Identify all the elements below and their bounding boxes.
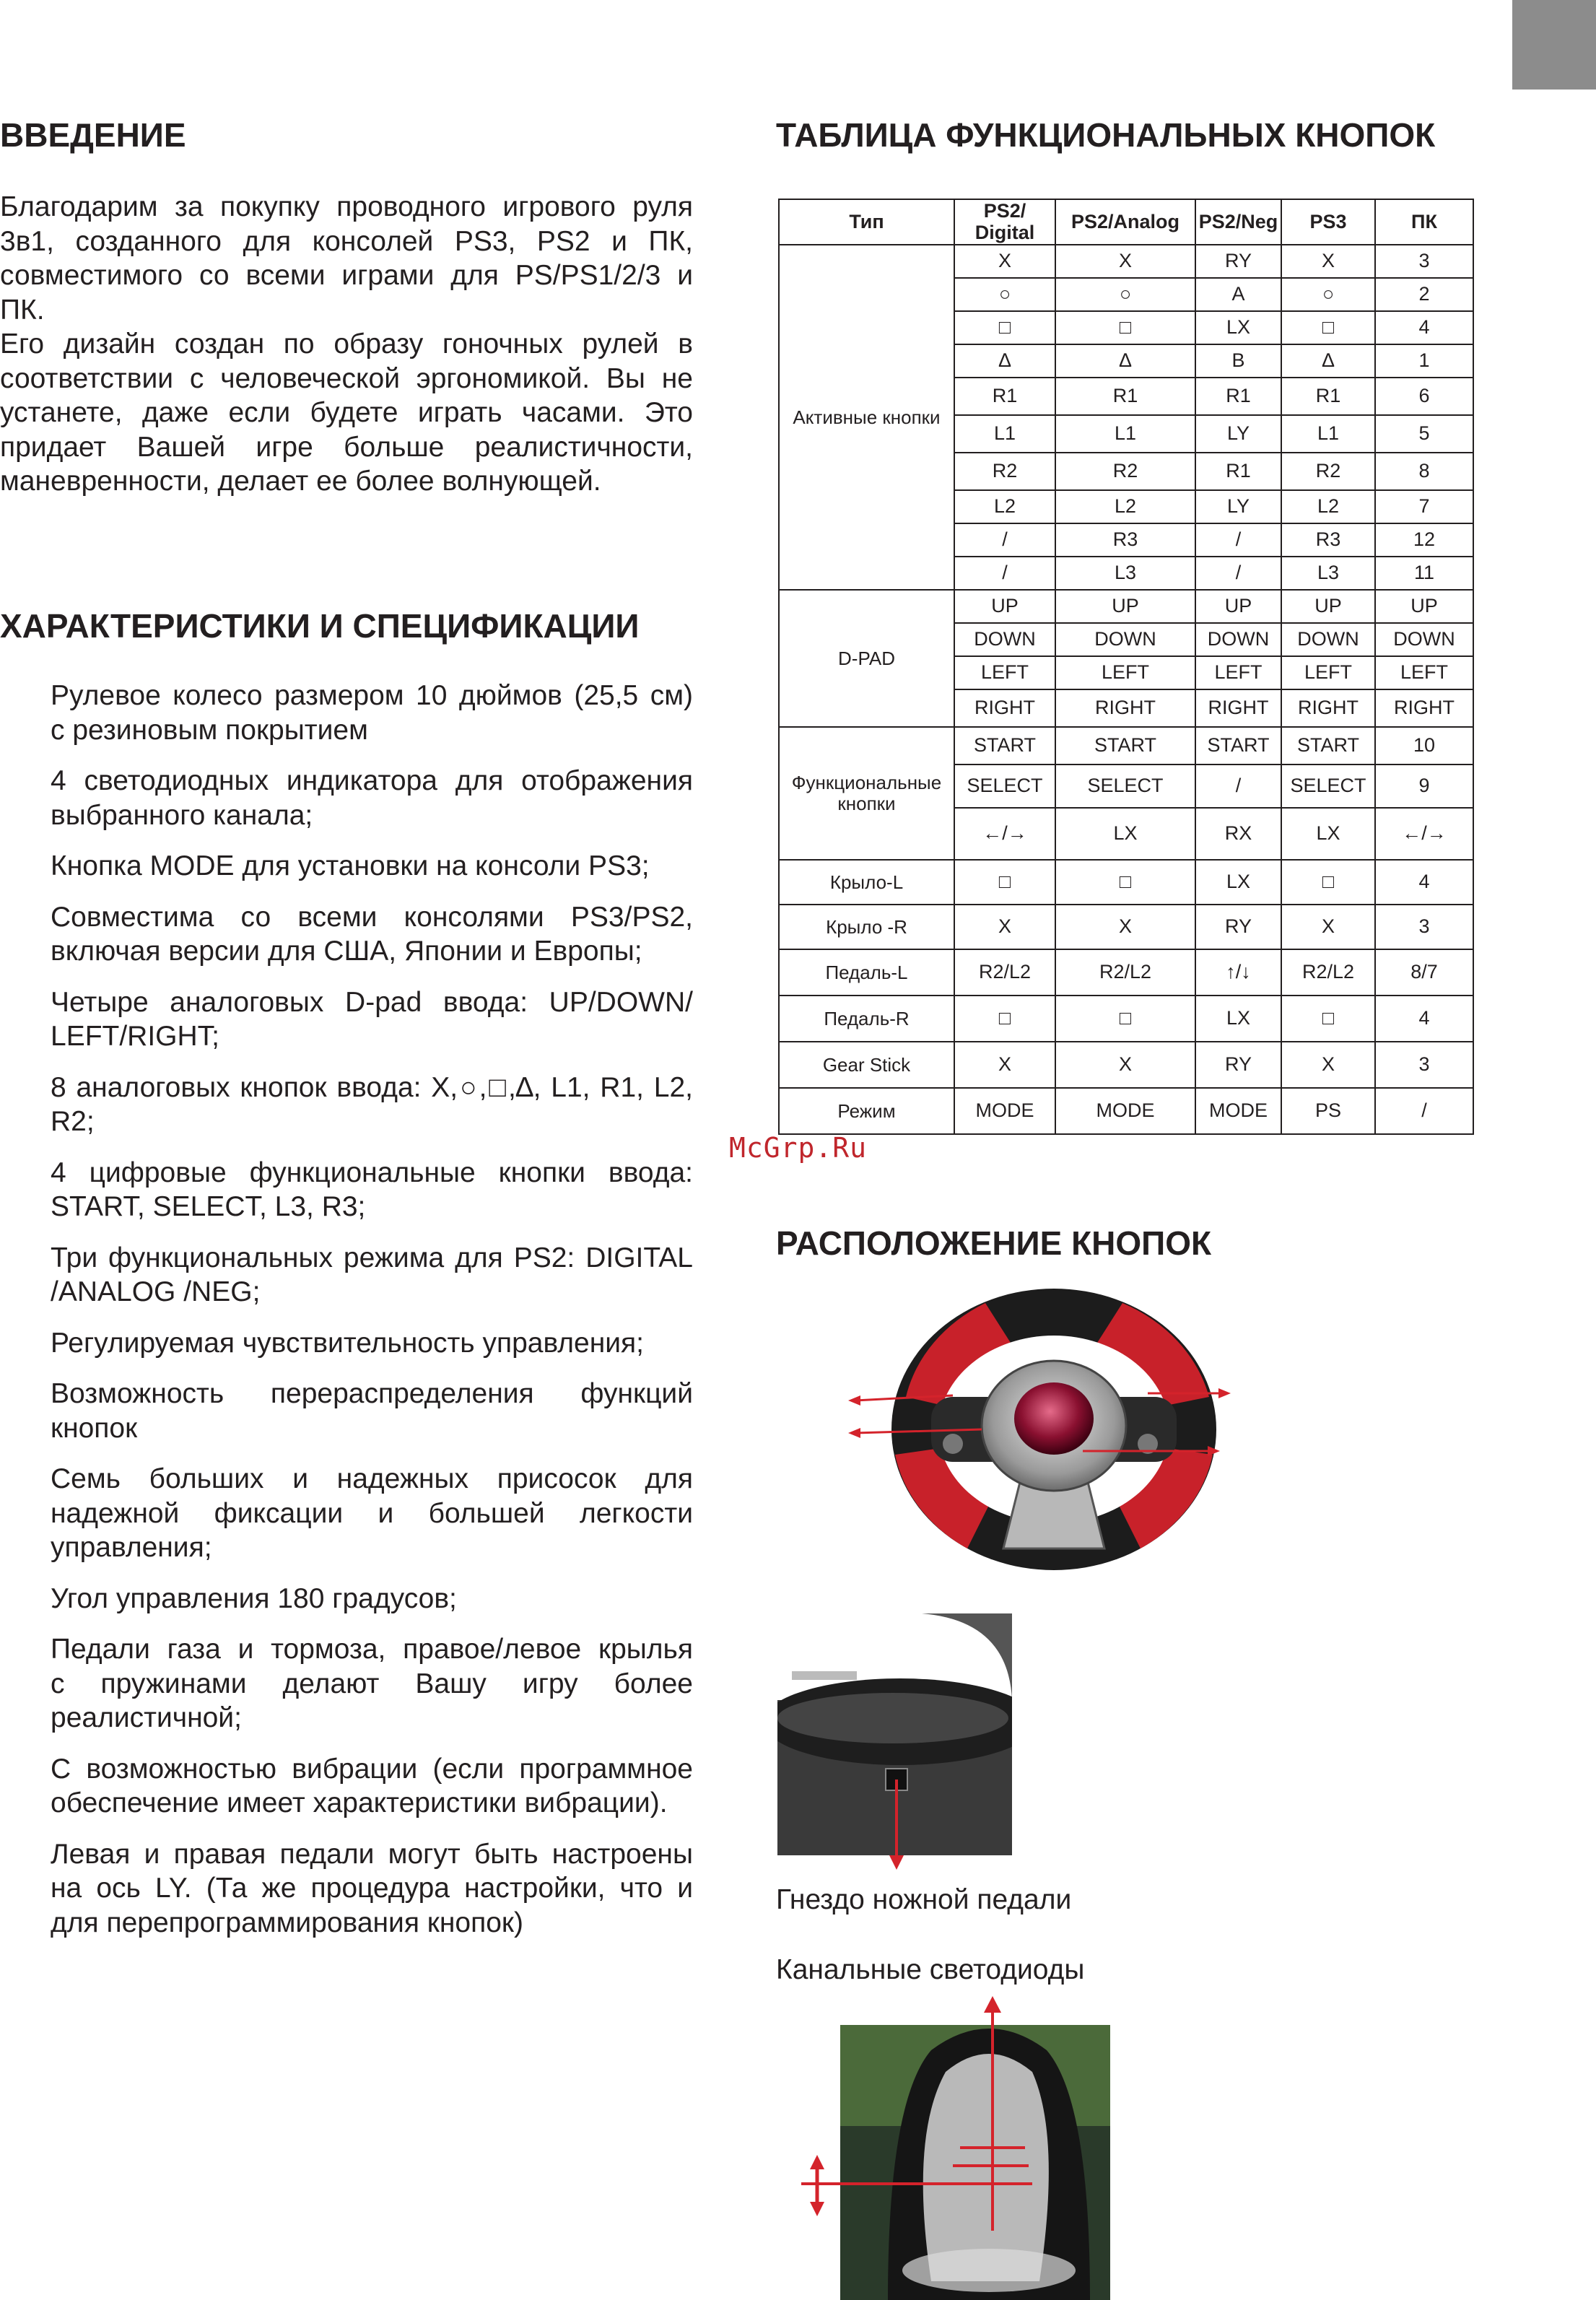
spec-item	[51, 764, 693, 832]
table-cell: 7	[1375, 490, 1473, 523]
table-cell: R1	[1195, 378, 1281, 415]
pedal-photo-highlight	[777, 1693, 1008, 1743]
table-cell: 10	[1375, 727, 1473, 765]
table-header-ps2-neg: PS2/Neg	[1195, 199, 1281, 245]
table-row	[779, 996, 1473, 1042]
table-cell: START	[1281, 727, 1375, 765]
table-cell: 9	[1375, 765, 1473, 808]
spec-item-line: для перепрограммирования кнопок)	[51, 1907, 523, 1938]
spec-item-line: Возможность перераспределения функций	[51, 1378, 693, 1409]
table-cell: DOWN	[1195, 623, 1281, 656]
table-cell: R2/L2	[1281, 949, 1375, 996]
table-cell: MODE	[1195, 1088, 1281, 1134]
table-cell: □	[954, 860, 1055, 905]
table-cell: ○	[954, 278, 1055, 311]
table-row	[779, 727, 1473, 765]
spec-item	[51, 1071, 693, 1139]
spec-item-line: R2;	[51, 1106, 95, 1137]
table-cell: MODE	[954, 1088, 1055, 1134]
table-type-cell: Функциональные кнопки	[779, 727, 954, 860]
table-cell: □	[1055, 996, 1195, 1042]
table-cell: LX	[1195, 996, 1281, 1042]
table-cell: PS	[1281, 1088, 1375, 1134]
table-cell: DOWN	[954, 623, 1055, 656]
table-cell: R1	[1195, 453, 1281, 490]
table-cell: 5	[1375, 415, 1473, 453]
table-cell: 6	[1375, 378, 1473, 415]
table-cell: 2	[1375, 278, 1473, 311]
table-cell: X	[1281, 1042, 1375, 1088]
table-header-pc: ПК	[1375, 199, 1473, 245]
table-row	[779, 905, 1473, 949]
table-cell: R2	[954, 453, 1055, 490]
spec-item-line: LEFT/RIGHT;	[51, 1021, 220, 1052]
spec-item-line: /ANALOG /NEG;	[51, 1276, 261, 1307]
table-cell: ↑/↓	[1195, 949, 1281, 996]
table-cell: 4	[1375, 996, 1473, 1042]
table-cell: □	[954, 996, 1055, 1042]
table-cell: 8/7	[1375, 949, 1473, 996]
table-cell: /	[954, 523, 1055, 557]
table-cell: LEFT	[1195, 656, 1281, 689]
table-cell: R2	[1281, 453, 1375, 490]
table-cell: X	[1055, 245, 1195, 278]
table-cell: □	[1281, 860, 1375, 905]
table-cell: RX	[1195, 808, 1281, 860]
table-type-cell: Крыло-L	[779, 860, 954, 905]
table-cell: /	[1195, 765, 1281, 808]
intro-text	[0, 190, 693, 499]
table-cell: LX	[1195, 860, 1281, 905]
pedal-socket-arrow-head-icon	[889, 1855, 904, 1870]
table-cell: 1	[1375, 344, 1473, 378]
table-cell: R1	[1055, 378, 1195, 415]
table-cell: A	[1195, 278, 1281, 311]
table-cell: LY	[1195, 415, 1281, 453]
arrow-right-top-head-icon	[1218, 1388, 1231, 1398]
table-cell: L2	[954, 490, 1055, 523]
spec-item	[51, 849, 693, 884]
spec-item-line: с пружинами делают Вашу игру более	[51, 1668, 693, 1699]
table-cell: UP	[1055, 590, 1195, 623]
table-cell: RIGHT	[1055, 689, 1195, 727]
watermark: McGrp.Ru	[729, 1132, 868, 1164]
spec-item	[51, 679, 693, 747]
table-cell: RIGHT	[954, 689, 1055, 727]
leds-photo-silver-shaft	[923, 2054, 1049, 2281]
table-cell: X	[954, 1042, 1055, 1088]
table-cell: ○	[1055, 278, 1195, 311]
heading-intro: ВВЕДЕНИЕ	[0, 116, 186, 154]
table-cell: 11	[1375, 557, 1473, 590]
table-cell: /	[1375, 1088, 1473, 1134]
table-cell: 4	[1375, 311, 1473, 344]
table-cell: LX	[1195, 311, 1281, 344]
table-cell: SELECT	[1055, 765, 1195, 808]
table-cell: START	[1195, 727, 1281, 765]
spec-item	[51, 1326, 693, 1361]
table-cell: 3	[1375, 245, 1473, 278]
table-cell: R2/L2	[954, 949, 1055, 996]
intro-paragraph-2: Его дизайн создан по образу гоночных рулей в соответствии с человеческой эргономикой. Вы не устанете, даже если будете играть часами. Это придает Вашей игре больше реалистичности, маневренности, делает ее более волнующей.	[0, 328, 693, 497]
table-cell: X	[1281, 905, 1375, 949]
table-cell: X	[1281, 245, 1375, 278]
left-button-cluster-icon	[943, 1434, 963, 1454]
spec-item-line: включая версии для США, Японии и Европы;	[51, 936, 642, 967]
table-type-cell: Активные кнопки	[779, 245, 954, 590]
table-cell: SELECT	[1281, 765, 1375, 808]
arrow-left-top-head-icon	[848, 1395, 860, 1406]
spec-item-line: обеспечение имеет характеристики вибрации).	[51, 1787, 668, 1818]
spec-item-line: 4 светодиодных индикатора для отображения	[51, 765, 693, 796]
table-cell: RY	[1195, 905, 1281, 949]
table-row	[779, 590, 1473, 623]
table-cell: L2	[1281, 490, 1375, 523]
table-cell: L3	[1281, 557, 1375, 590]
table-cell: 12	[1375, 523, 1473, 557]
spec-item-line: управления;	[51, 1532, 212, 1563]
table-cell: START	[1055, 727, 1195, 765]
table-row	[779, 1088, 1473, 1134]
table-cell: ∆	[1055, 344, 1195, 378]
table-cell: 4	[1375, 860, 1473, 905]
spec-item-line: Совместима со всеми консолями PS3/PS2,	[51, 901, 693, 933]
spec-item	[51, 1837, 693, 1940]
spec-item-line: 4 цифровые функциональные кнопки ввода:	[51, 1156, 693, 1188]
spec-item-line: Угол управления 180 градусов;	[51, 1582, 457, 1614]
table-cell: START	[954, 727, 1055, 765]
intro-paragraph-1: Благодарим за покупку проводного игрового руля 3в1, созданного для консолей PS3, PS2 и ПК, совместимого со всеми играми для PS/PS1/2/3 и ПК.	[0, 191, 693, 326]
table-header-type: Тип	[779, 199, 954, 245]
spec-item-line: реалистичной;	[51, 1702, 242, 1733]
spec-item	[51, 1156, 693, 1224]
table-cell: X	[954, 245, 1055, 278]
channel-leds-image	[801, 1992, 1112, 2300]
spec-item	[51, 985, 693, 1054]
spec-list	[51, 679, 693, 1956]
table-header-row	[779, 199, 1473, 245]
table-cell: UP	[1281, 590, 1375, 623]
table-cell: ∆	[954, 344, 1055, 378]
table-cell: DOWN	[1281, 623, 1375, 656]
table-cell: X	[1055, 1042, 1195, 1088]
spec-item-line: надежной фиксации и большей легкости	[51, 1497, 693, 1529]
table-cell: L3	[1055, 557, 1195, 590]
spec-item-line: Кнопка MODE для установки на консоли PS3;	[51, 850, 650, 881]
spec-item	[51, 1582, 693, 1616]
table-cell: UP	[1375, 590, 1473, 623]
spec-item-line: Рулевое колесо размером 10 дюймов (25,5 см)	[51, 680, 693, 711]
table-row	[779, 1042, 1473, 1088]
table-type-cell: Педаль-L	[779, 949, 954, 996]
wheel-center-logo	[1014, 1382, 1094, 1455]
spec-item-line: Семь больших и надежных присосок для	[51, 1463, 693, 1494]
table-type-cell: Gear Stick	[779, 1042, 954, 1088]
table-cell: □	[1281, 996, 1375, 1042]
table-cell: B	[1195, 344, 1281, 378]
pedal-socket-image	[777, 1613, 1012, 1873]
table-cell: L1	[1281, 415, 1375, 453]
arrow-left-bottom-head-icon	[848, 1428, 860, 1438]
table-cell: RIGHT	[1375, 689, 1473, 727]
table-cell: LEFT	[1375, 656, 1473, 689]
spec-item	[51, 1752, 693, 1821]
table-type-cell: Режим	[779, 1088, 954, 1134]
leds-vertical-arrow-head-icon	[984, 1996, 1001, 2013]
spec-item-line: Регулируемая чувствительность управления;	[51, 1327, 645, 1359]
table-cell: ←/→	[954, 808, 1055, 860]
spec-item-line: Четыре аналоговых D-pad ввода: UP/DOWN/	[51, 986, 693, 1018]
table-type-cell: Крыло -R	[779, 905, 954, 949]
table-cell: 3	[1375, 905, 1473, 949]
table-cell: SELECT	[954, 765, 1055, 808]
table-cell: R2/L2	[1055, 949, 1195, 996]
table-cell: RY	[1195, 1042, 1281, 1088]
table-cell: ○	[1281, 278, 1375, 311]
table-cell: LX	[1281, 808, 1375, 860]
spec-item-line: С возможностью вибрации (если программное	[51, 1753, 693, 1785]
caption-pedal-socket: Гнездо ножной педали	[776, 1884, 1072, 1915]
table-cell: LEFT	[1281, 656, 1375, 689]
table-cell: RIGHT	[1195, 689, 1281, 727]
spec-item-line: кнопок	[51, 1412, 138, 1444]
table-cell: /	[954, 557, 1055, 590]
table-row	[779, 949, 1473, 996]
table-cell: /	[1195, 523, 1281, 557]
table-cell: RY	[1195, 245, 1281, 278]
table-cell: LX	[1055, 808, 1195, 860]
function-buttons-table	[778, 199, 1474, 1135]
table-cell: LEFT	[1055, 656, 1195, 689]
spec-item-line: START, SELECT, L3, R3;	[51, 1191, 366, 1222]
table-cell: R3	[1281, 523, 1375, 557]
table-cell: UP	[1195, 590, 1281, 623]
table-cell: □	[1055, 860, 1195, 905]
spec-item-line: 8 аналоговых кнопок ввода: X,○,□,∆, L1, R1, L2,	[51, 1071, 693, 1103]
spec-item	[51, 1377, 693, 1445]
heading-function-table: ТАБЛИЦА ФУНКЦИОНАЛЬНЫХ КНОПОК	[776, 116, 1436, 154]
table-cell: L2	[1055, 490, 1195, 523]
heading-button-layout: РАСПОЛОЖЕНИЕ КНОПОК	[776, 1224, 1212, 1262]
table-cell: DOWN	[1375, 623, 1473, 656]
table-header-ps2-digital: PS2/ Digital	[954, 199, 1055, 245]
table-cell: □	[1281, 311, 1375, 344]
table-cell: R1	[954, 378, 1055, 415]
spec-item-line: Педали газа и тормоза, правое/левое крылья	[51, 1634, 693, 1665]
table-cell: 3	[1375, 1042, 1473, 1088]
table-cell: DOWN	[1055, 623, 1195, 656]
table-cell: L1	[1055, 415, 1195, 453]
table-cell: LEFT	[954, 656, 1055, 689]
table-cell: R2	[1055, 453, 1195, 490]
table-header-ps2-analog: PS2/Analog	[1055, 199, 1195, 245]
table-cell: R3	[1055, 523, 1195, 557]
leds-photo-reflection	[902, 2249, 1076, 2292]
spec-item	[51, 1632, 693, 1735]
spec-item	[51, 1462, 693, 1565]
spec-item-line: на ось LY. (Та же процедура настройки, что и	[51, 1873, 693, 1904]
pedal-photo-label-strip	[792, 1671, 857, 1680]
table-cell: UP	[954, 590, 1055, 623]
spec-item-line: Левая и правая педали могут быть настроены	[51, 1838, 693, 1870]
heading-specs: ХАРАКТЕРИСТИКИ И СПЕЦИФИКАЦИИ	[0, 607, 640, 645]
table-cell: LY	[1195, 490, 1281, 523]
spec-item	[51, 900, 693, 969]
table-cell: RIGHT	[1281, 689, 1375, 727]
table-cell: X	[954, 905, 1055, 949]
table-cell: L1	[954, 415, 1055, 453]
table-cell: □	[954, 311, 1055, 344]
table-cell: /	[1195, 557, 1281, 590]
leds-double-arrow-down-icon	[810, 2202, 824, 2216]
spec-item-line: Три функциональных режима для PS2: DIGITAL	[51, 1242, 693, 1273]
table-cell: MODE	[1055, 1088, 1195, 1134]
spec-item	[51, 1241, 693, 1310]
table-row	[779, 245, 1473, 278]
table-cell: □	[1055, 311, 1195, 344]
table-cell: X	[1055, 905, 1195, 949]
table-header-ps3: PS3	[1281, 199, 1375, 245]
table-row	[779, 860, 1473, 905]
table-type-cell: Педаль-R	[779, 996, 954, 1042]
page-tab-marker	[1512, 0, 1596, 90]
table-type-cell: D-PAD	[779, 590, 954, 727]
caption-channel-leds: Канальные светодиоды	[776, 1954, 1085, 1985]
table-cell: ←/→	[1375, 808, 1473, 860]
table-cell: R1	[1281, 378, 1375, 415]
table-cell: 8	[1375, 453, 1473, 490]
table-cell: ∆	[1281, 344, 1375, 378]
leds-double-arrow-up-icon	[810, 2155, 824, 2169]
spec-item-line: выбранного канала;	[51, 799, 313, 831]
steering-wheel-image	[845, 1274, 1242, 1577]
spec-item-line: с резиновым покрытием	[51, 714, 368, 746]
